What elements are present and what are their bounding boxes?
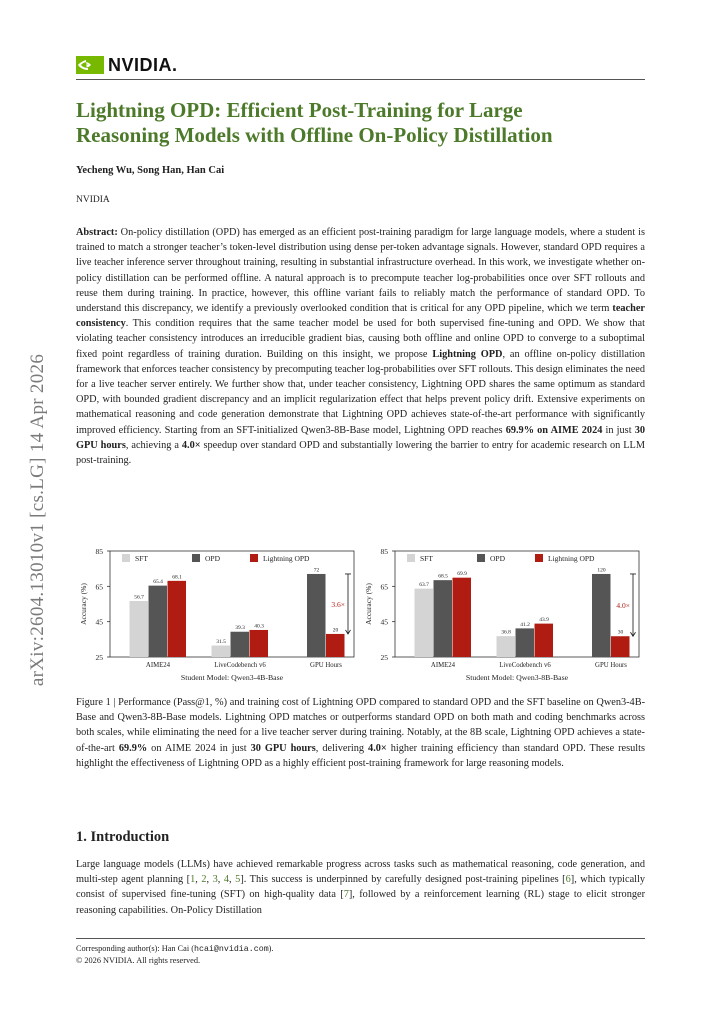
x-tick-label: AIME24	[145, 662, 171, 669]
x-tick-label: LiveCodebench v6	[499, 662, 551, 669]
citation-link[interactable]: 5	[235, 874, 241, 886]
bar-value-label: 30	[617, 629, 624, 636]
legend-label: Lightning OPD	[263, 554, 310, 563]
arxiv-identifier	[18, 300, 58, 740]
y-tick-label: 25	[95, 653, 103, 662]
y-axis-label: Accuracy (%)	[79, 583, 88, 625]
y-tick-label: 85	[380, 547, 388, 556]
bar-value-label: 39.3	[235, 625, 245, 632]
intro-text: ], which typically consist of supervised fine-tuning (SFT) on high-quality data [	[76, 874, 646, 901]
bar-value-label: 120	[597, 567, 606, 574]
title-line-1: Lightning OPD: Efficient Post-Training for Large	[76, 98, 523, 122]
bar	[592, 574, 611, 657]
intro-text: ], followed by a reinforcement learning (RL) stage to elicit stronger reasoning capabilities. On-Policy Distillation	[76, 889, 646, 916]
copyright: © 2026 NVIDIA. All rights reserved.	[76, 956, 201, 965]
intro-paragraph: Large language models (LLMs) have achieved remarkable progress across tasks such as mathematical reasoning, code generation, and multi-step agent planning [1, 2, 3, 4, 5]. This success is underpinned by carefully designed post-training pipelines [6], which typically consist of supervised fine-tuning (SFT) on high-quality data [7], followed by a reinforcement learning (RL) stage to elicit stronger reasoning capabilities. On-Policy Distillation	[76, 859, 646, 916]
y-tick-label: 65	[95, 582, 103, 592]
bar	[516, 628, 535, 657]
bar-value-label: 41.2	[520, 621, 530, 628]
legend-label: Lightning OPD	[548, 554, 595, 563]
bar	[231, 632, 250, 657]
caption-bold: 69.9%	[118, 742, 148, 754]
legend-label: OPD	[490, 554, 506, 563]
legend-label: SFT	[135, 554, 148, 563]
bar-value-label: 68.1	[172, 574, 182, 581]
y-axis-label: Accuracy (%)	[364, 583, 373, 625]
y-tick-label: 45	[95, 617, 103, 627]
bar	[307, 574, 326, 657]
legend-label: SFT	[420, 554, 433, 563]
y-tick-label: 45	[380, 617, 388, 627]
nvidia-eye-icon	[76, 56, 104, 74]
legend-swatch	[535, 554, 543, 562]
caption-text: Figure 1 | Performance (Pass@1, %) and training cost of Lightning OPD compared to standard OPD and the SFT baseline on Qwen3-4B-Base and Qwen3-8B-Base models. Lightning OPD matches or outperforms standard OPD on both math and coding benchmarks across both scales, while eliminating the need for a live teacher server during training. Notably, at the 8B scale, Lightning OPD achieves a state-of-the-art	[76, 697, 645, 754]
bar-value-label: 72	[313, 567, 320, 574]
footnote-text: Corresponding author(s): Han Cai (	[76, 944, 194, 953]
citation-link[interactable]: 4	[223, 874, 230, 886]
bar-value-label: 68.5	[438, 573, 448, 580]
citation-link[interactable]: 2	[201, 874, 207, 886]
arxiv-identifier-text: arXiv:2604.13010v1 [cs.LG] 14 Apr 2026	[27, 353, 48, 687]
x-tick-label: AIME24	[430, 662, 456, 669]
footnote-rule	[76, 938, 645, 939]
bar	[168, 581, 187, 657]
x-axis-label: Student Model: Qwen3-4B-Base	[180, 673, 284, 682]
bar	[250, 630, 269, 657]
abstract-bold: Lightning OPD	[432, 348, 503, 360]
email-link[interactable]: hcai@nvidia.com	[193, 945, 269, 954]
title-line-2: Reasoning Models with Offline On-Policy Distillation	[76, 123, 553, 147]
speedup-label: 3.6×	[331, 599, 345, 609]
x-tick-label: GPU Hours	[310, 662, 342, 669]
figure-1	[76, 545, 645, 685]
chart-qwen3-8b	[361, 545, 645, 685]
citation-link[interactable]: 1	[190, 874, 196, 886]
intro-text: Large language models (LLMs) have achieved remarkable progress across tasks such as mathematical reasoning, code generation, and multi-step agent planning [	[76, 859, 645, 886]
paper-title	[76, 98, 676, 148]
abstract-text: On-policy distillation (OPD) has emerged as an efficient post-training paradigm for large language models, where a student is trained to match a stronger teacher’s token-level distribution using dense per-token advantage signals. However, standard OPD requires a live teacher inference server throughout training, resulting in substantial infrastructure overhead. In this work, we investigate whether on-policy distillation can be performed offline. A natural approach is to precompute teacher log-probabilities once over SFT rollouts and reuse them during training. In practice, however, this offline variant fails to reliably match the performance of standard OPD. To understand this discrepancy, we identify a previously overlooked condition that is critical for any OPD pipeline, which we term	[76, 227, 645, 315]
x-tick-label: LiveCodebench v6	[214, 662, 266, 669]
bar	[611, 636, 630, 657]
section-heading: 1. Introduction	[76, 829, 170, 845]
abstract-bold: teacher consistency	[76, 303, 645, 330]
bar	[326, 634, 345, 657]
abstract-bold: 4.0×	[181, 439, 201, 451]
citation-link[interactable]: 6	[565, 874, 571, 886]
abstract	[76, 225, 645, 468]
bar	[497, 636, 516, 657]
bar-value-label: 69.9	[457, 571, 467, 578]
caption-text: higher training efficiency than standard OPD. These results highlight the effectiveness of Lightning OPD as a highly efficient post-training framework for large reasoning models.	[76, 742, 645, 769]
footnote-text: ).	[268, 944, 274, 953]
caption-text: , delivering	[315, 742, 369, 754]
legend-swatch	[192, 554, 200, 562]
abstract-text: , achieving a	[125, 439, 182, 451]
nvidia-wordmark: NVIDIA.	[108, 54, 178, 75]
affiliation: NVIDIA	[76, 195, 110, 205]
legend-swatch	[477, 554, 485, 562]
citation-link[interactable]: 3	[212, 874, 218, 886]
abstract-label: Abstract:	[76, 227, 118, 238]
nvidia-logo	[76, 54, 178, 76]
bar	[453, 578, 472, 657]
legend-swatch	[250, 554, 258, 562]
abstract-text: speedup over standard OPD and substantially lowering the barrier to entry for academic research on LLM post-training.	[76, 439, 645, 467]
abstract-text: in just	[602, 424, 635, 436]
bar	[415, 589, 434, 657]
caption-bold: 30 GPU hours	[250, 742, 316, 754]
x-tick-label: GPU Hours	[595, 662, 627, 669]
abstract-bold: 69.9% on AIME 2024	[505, 424, 603, 436]
corresponding-author	[76, 944, 274, 954]
citation-link[interactable]: 7	[343, 889, 349, 901]
bar-value-label: 65.4	[153, 579, 163, 586]
abstract-text: . This condition requires that the same teacher model be used for both supervised fine-tuning and OPD. We show that violating teacher consistency introduces an irreducible gradient bias, causing both offline and online OPD to converge to a suboptimal fixed point regardless of training duration. Building on this insight, we propose	[76, 318, 645, 360]
abstract-text: , an offline on-policy distillation framework that enforces teacher consistency by precomputing teacher log-probabilities over SFT rollouts. This design eliminates the need for a live teacher server entirely. We further show that, under teacher consistency, Lightning OPD shares the same optimum as standard OPD, with bounded gradient discrepancy and an implicit regularization effect that helps prevent policy drift. Extensive experiments on mathematical reasoning and code generation demonstrate that Lightning OPD achieves state-of-the-art performance with significantly improved efficiency. Starting from an SFT-initialized Qwen3-8B-Base model, Lightning OPD reaches	[76, 348, 645, 436]
abstract-bold: 30 GPU hours	[76, 424, 645, 451]
y-tick-label: 25	[380, 653, 388, 662]
bar	[434, 580, 453, 657]
legend-swatch	[407, 554, 415, 562]
bar-value-label: 40.3	[254, 623, 264, 630]
chart-qwen3-4b	[76, 545, 360, 685]
legend-swatch	[122, 554, 130, 562]
header-rule	[76, 79, 645, 80]
speedup-label: 4.0×	[616, 601, 630, 611]
bar	[212, 646, 231, 657]
x-axis-label: Student Model: Qwen3-8B-Base	[465, 673, 569, 682]
bar	[149, 586, 168, 657]
bar-value-label: 36.8	[501, 629, 511, 636]
authors: Yecheng Wu, Song Han, Han Cai	[76, 165, 225, 176]
figure-caption	[76, 695, 645, 771]
caption-bold: 4.0×	[368, 742, 387, 754]
bar-value-label: 31.5	[216, 639, 226, 646]
bar	[535, 624, 554, 657]
y-tick-label: 85	[95, 547, 103, 556]
bar-value-label: 63.7	[419, 582, 429, 589]
bar-value-label: 43.9	[539, 617, 549, 624]
intro-text: ]. This success is underpinned by carefully designed post-training pipelines [	[240, 874, 566, 886]
caption-text: on AIME 2024 in just	[147, 742, 251, 754]
legend-label: OPD	[205, 554, 221, 563]
bar	[130, 601, 149, 657]
bar-value-label: 20	[332, 627, 339, 634]
bar-value-label: 56.7	[134, 594, 144, 601]
y-tick-label: 65	[380, 582, 388, 592]
